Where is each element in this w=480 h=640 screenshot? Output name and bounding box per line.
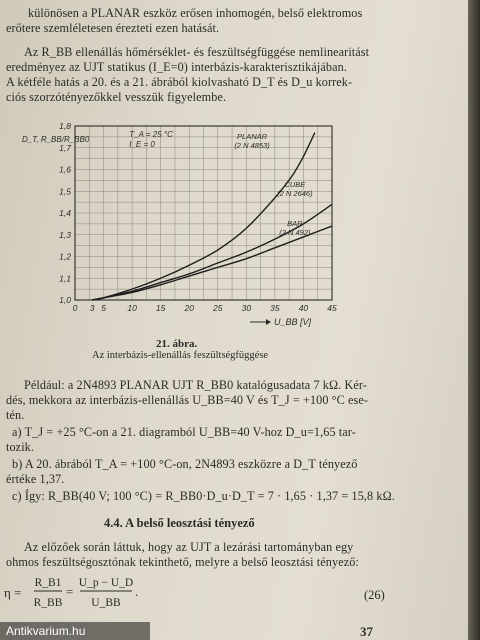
chart-series — [92, 133, 332, 300]
y-axis-label: D_T, R_BB/R_BB0 — [22, 135, 90, 144]
paragraph-2-line-2: eredményez az UJT statikus (I_E=0) interbázis-karakterisztikájában. — [6, 60, 347, 74]
paragraph-3-line-1: Az előzőek során láttuk, hogy az UJT a lezárási tartományban egy — [24, 540, 354, 554]
series-label: (2 N 492) — [279, 228, 311, 238]
example-line-2: dés, mekkora az interbázis-ellenállás U_BB=40 V és T_J = +100 °C ese- — [6, 393, 369, 407]
x-tick-label: 5 — [101, 303, 106, 313]
paragraph-2-line-4: ciós szorzótényezőkkel vesszük figyelembe. — [6, 90, 227, 104]
paragraph-2-line-1: Az R_BB ellenállás hőmérséklet- és feszültségfüggése nemlinearitást — [24, 45, 370, 59]
eq-eta: η = — [4, 585, 22, 600]
page-number: 37 — [360, 624, 373, 639]
y-tick-label: 1,3 — [59, 229, 71, 240]
x-tick-label: 0 — [72, 303, 78, 313]
step-a-line-2: tozik. — [6, 440, 35, 454]
example-line-3: tén. — [6, 408, 25, 422]
step-a-line-1: a) T_J = +25 °C-on a 21. diagramból U_BB=40 V-hoz D_u=1,65 tar- — [12, 425, 356, 439]
figure-caption: Az interbázis-ellenállás feszültségfüggése — [92, 350, 269, 361]
x-tick-label: 35 — [270, 303, 280, 313]
x-tick-label: 10 — [127, 303, 137, 313]
section-heading: 4.4. A belső leosztási tényező — [104, 516, 255, 530]
series-label: (2 N 2646) — [277, 188, 313, 198]
x-tick-label: 20 — [184, 303, 194, 313]
chart-annotation: T_A = 25 °C — [129, 130, 173, 139]
y-tick-label: 1,2 — [59, 251, 71, 262]
paragraph-1-line-1: különösen a PLANAR eszköz erősen inhomogén, belső elektromos — [28, 6, 363, 20]
step-c: c) Így: R_BB(40 V; 100 °C) = R_BB0·D_u·D_T = 7 · 1,65 · 1,37 = 15,8 kΩ. — [12, 489, 395, 503]
x-tick-label: 25 — [213, 303, 223, 313]
series-label: CUBE — [284, 179, 306, 189]
book-spine-shadow — [468, 0, 480, 640]
paragraph-2-line-3: A kétféle hatás a 20. és a 21. ábrából kiolvasható D_T és D_u korrek- — [6, 75, 353, 89]
x-tick-label: 45 — [327, 303, 337, 313]
x-tick-label: 3 — [89, 303, 95, 313]
eq-den1: R_BB — [33, 597, 63, 609]
chart-ticks — [59, 121, 337, 313]
eq-num1: R_B1 — [34, 577, 62, 589]
y-tick-label: 1,7 — [59, 142, 71, 153]
x-tick-label: 30 — [241, 303, 252, 313]
y-tick-label: 1,8 — [59, 121, 71, 131]
voltage-dependence-chart — [20, 112, 350, 334]
equation-number: (26) — [364, 588, 385, 602]
eq-end: . — [135, 584, 139, 599]
eq-equals: = — [66, 584, 74, 599]
chart-grid — [75, 126, 332, 300]
paragraph-3-line-2: ohmos feszültségosztónak tekinthető, melyre a belső leosztási tényező: — [6, 555, 359, 569]
y-tick-label: 1,6 — [59, 164, 71, 175]
paragraph-1-line-2: erőtere szemléletesen érezteti ezen hatását. — [6, 21, 220, 35]
figure-number: 21. ábra. — [156, 338, 198, 350]
series-label: PLANAR — [237, 132, 268, 142]
y-tick-label: 1,5 — [59, 186, 71, 197]
series-label: (2 N 4853) — [234, 141, 270, 151]
step-b-line-2: értéke 1,37. — [6, 472, 65, 486]
x-tick-label: 40 — [298, 303, 309, 313]
series-label: BAR — [287, 219, 303, 229]
eq-den2: U_BB — [91, 597, 121, 609]
y-tick-label: 1,0 — [59, 295, 71, 305]
x-tick-label: 15 — [155, 303, 166, 313]
equation-26 — [4, 572, 164, 614]
chart-annotation: I_E = 0 — [129, 140, 155, 149]
watermark: Antikvarium.hu — [0, 622, 150, 640]
step-b-line-1: b) A 20. ábrából T_A = +100 °C-on, 2N4893 eszközre a D_T tényező — [12, 457, 358, 471]
y-tick-label: 1,4 — [59, 208, 71, 218]
y-tick-label: 1,1 — [59, 273, 71, 284]
x-axis-label: U_BB [V] — [274, 317, 312, 327]
eq-num2: U_p − U_D — [78, 577, 134, 589]
x-axis-arrowhead — [266, 319, 271, 325]
example-line-1: Például: a 2N4893 PLANAR UJT R_BB0 katalógusadata 7 kΩ. Kér- — [24, 378, 367, 392]
